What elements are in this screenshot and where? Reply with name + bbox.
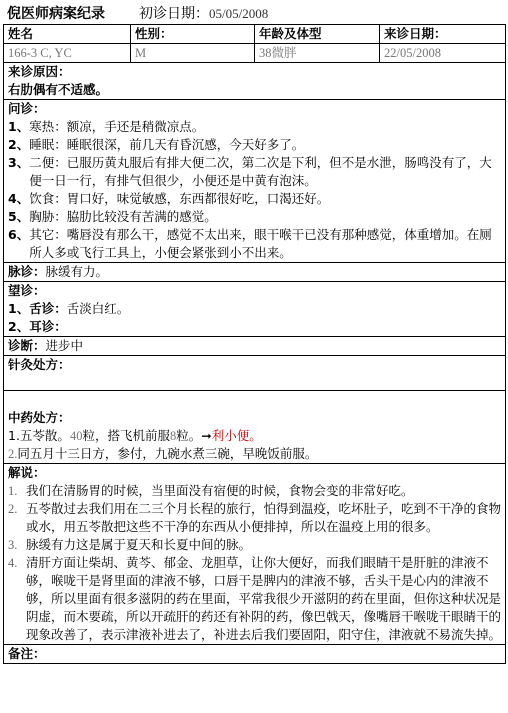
arrow-icon: ➞	[201, 428, 212, 443]
item-text: 额凉，手还是稍微凉点。	[66, 119, 205, 134]
inquiry-item	[8, 208, 501, 226]
reason-label: 来诊原因：	[8, 64, 71, 79]
herbal-label: 中药处方：	[8, 410, 71, 425]
item-term: 寒热：	[29, 119, 67, 134]
analysis-item	[8, 554, 501, 644]
item-term: 睡眠：	[29, 137, 67, 152]
patient-name: 166-3 C, YC	[4, 44, 131, 63]
herbal-dose-2: 8	[169, 429, 177, 443]
acupuncture-label: 针灸处方：	[8, 357, 71, 372]
inquiry-section	[4, 100, 506, 263]
item-text: 五苓散过去我们用在二三个月长程的旅行，怕得到温疫，吃坏肚子，吃到不干净的食物或水，用五苓散把这些不干净的东西从小便排掉，所以在温疫上用的很多。	[26, 501, 502, 534]
herbal-section	[4, 391, 506, 464]
inquiry-label: 问诊：	[8, 101, 46, 116]
pulse-section	[4, 263, 506, 282]
item-index: 1.	[8, 484, 18, 498]
inquiry-item	[8, 118, 501, 136]
reason-text: 右肋偶有不适感。	[8, 82, 109, 97]
patient-info-row	[4, 44, 506, 63]
first-visit-label: 初诊日期：	[139, 6, 209, 22]
analysis-section	[4, 464, 506, 645]
analysis-label: 解说：	[8, 465, 46, 480]
inspection-label: 望诊：	[8, 283, 46, 298]
inspection-item	[8, 318, 501, 336]
item-index: 2、	[8, 319, 30, 334]
record-table	[3, 24, 506, 664]
analysis-item	[8, 482, 501, 500]
item-index: 1、	[8, 301, 30, 316]
item-text: 睡眠很深，前几天有昏沉感，今天好多了。	[66, 137, 305, 152]
col-age-header: 年龄及体型	[255, 25, 380, 44]
item-index: 4、	[8, 191, 30, 206]
inspection-section	[4, 282, 506, 337]
remarks-section	[4, 645, 506, 664]
reason-section	[4, 63, 506, 100]
patient-age-build: 38微胖	[255, 44, 380, 63]
col-name-header: 姓名	[4, 25, 131, 44]
item-index: 1、	[8, 119, 30, 134]
item-index: 3.	[8, 538, 18, 552]
acupuncture-section	[4, 356, 506, 391]
inquiry-item	[8, 226, 501, 262]
item-term: 胸胁：	[29, 209, 67, 224]
herbal-line-1: 1.五苓散。40粒，搭飞机前服8粒。➞利小便。	[8, 428, 262, 443]
item-index: 5、	[8, 209, 30, 224]
analysis-item	[8, 536, 501, 554]
column-header-row	[4, 25, 506, 44]
patient-sex: M	[131, 44, 255, 63]
item-text: 嘴唇没有那么干，感觉不太出来，眼干喉干已没有那种感觉，体重增加。在厕所人多或飞行工具上，小便会紧张到小不出来。	[29, 227, 492, 260]
item-text: 脉缓有力这是属于夏天和长夏中间的脉。	[26, 537, 252, 552]
pulse-label: 脉诊：	[8, 264, 46, 279]
col-visit-header: 来诊日期：	[380, 25, 506, 44]
item-text: 脇肋比较没有苦满的感觉。	[66, 209, 217, 224]
diagnosis-text: 进步中	[45, 338, 84, 353]
item-index: 2.	[8, 502, 18, 516]
item-term: 其它：	[29, 227, 67, 242]
patient-visit-date: 22/05/2008	[380, 44, 506, 63]
inspection-item	[8, 300, 501, 318]
first-visit-date: 05/05/2008	[209, 6, 269, 21]
item-term: 二便：	[29, 155, 67, 170]
inquiry-item	[8, 154, 501, 190]
item-text: 舌淡白红。	[66, 301, 130, 316]
item-text: 我们在清肠胃的时候，当里面没有宿便的时候，食物会变的非常好吃。	[26, 483, 414, 498]
item-term: 耳诊：	[29, 319, 67, 334]
item-index: 4.	[8, 556, 18, 570]
inquiry-item	[8, 136, 501, 154]
record-header	[3, 4, 505, 24]
record-title: 倪医师病案纪录	[7, 6, 105, 22]
col-sex-header: 性别：	[131, 25, 255, 44]
analysis-item	[8, 500, 501, 536]
herbal-formula: 1.五苓散。	[8, 428, 70, 443]
diagnosis-section	[4, 337, 506, 356]
remarks-label: 备注：	[8, 646, 46, 661]
item-index: 3、	[8, 155, 30, 170]
diagnosis-label: 诊断：	[8, 338, 46, 353]
herbal-note: 利小便。	[211, 428, 262, 443]
item-index: 2、	[8, 137, 30, 152]
pulse-text: 脉缓有力。	[45, 264, 109, 279]
item-text: 清肝方面让柴胡、黄芩、郁金、龙胆草，让你大便好，而我们眼睛干是肝脏的津液不够，喉咙干是肾里面的津液不够，口唇干是脾内的津液不够，舌头干是心内的津液不够，所以里面有很多滋阴的药在里面，平常我很少开滋阴的药在里面，但你这种状况是阴虚，而木要疏，所以开疏肝的药还有补阴的药，像巴戟天，像嘴唇干喉咙干眼睛干的现象改善了，表示津液补进去了，补进去后我们要固阳，阳守住，津液就不易流失掉。	[26, 555, 502, 642]
item-text: 已服历黄丸服后有排大便二次，第二次是下利，但不是水泄，肠鸣没有了，大便一日一行，有排气但很少，小便还是中黄有泡沫。	[29, 155, 492, 188]
herbal-dose-1: 40	[69, 429, 83, 443]
item-text: 胃口好，味觉敏感，东西都很好吃，口渴还好。	[66, 191, 330, 206]
item-term: 饮食：	[29, 191, 67, 206]
item-term: 舌诊：	[29, 301, 67, 316]
herbal-line-2: 2.同五月十三日方，参付，九碗水煮三碗，早晚饭前服。	[8, 446, 318, 461]
inquiry-item	[8, 190, 501, 208]
item-index: 6、	[8, 227, 30, 242]
